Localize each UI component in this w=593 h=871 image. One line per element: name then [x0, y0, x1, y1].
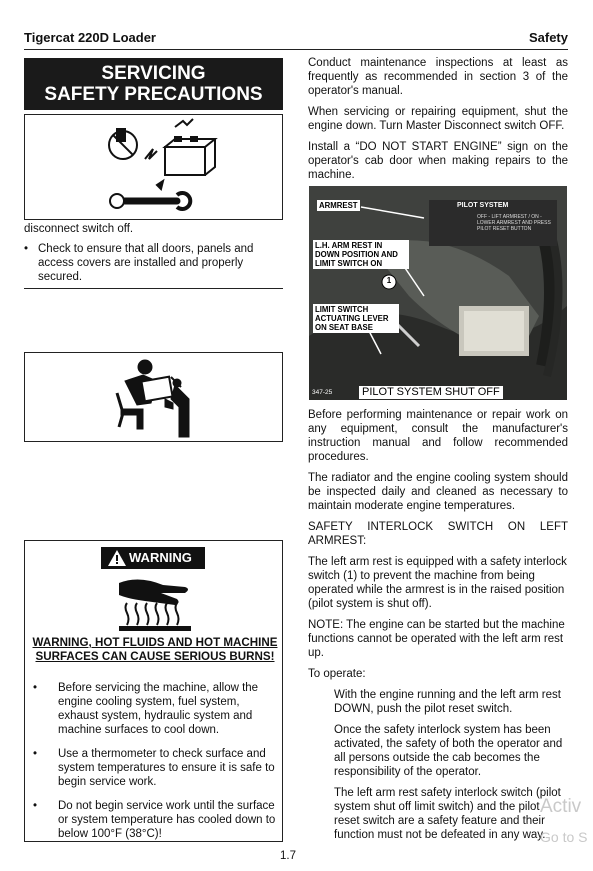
battery-safety-pictogram — [24, 114, 283, 220]
battery-wrench-icon — [25, 115, 282, 219]
armrest-label: ARMREST — [319, 201, 358, 210]
photo-caption: PILOT SYSTEM SHUT OFF — [359, 386, 503, 399]
warning-item-text: Before servicing the machine, allow the engine cooling system, fuel system, exhaust system, hydraulic system and machine surfaces to cool down. — [58, 682, 259, 736]
activation-watermark: Activ — [540, 796, 582, 817]
servicing-title-box — [24, 58, 283, 110]
interlock-heading: SAFETY INTERLOCK SWITCH ON LEFT ARMREST: — [308, 521, 568, 547]
warning-list — [31, 681, 279, 851]
continuation-text: disconnect switch off. — [24, 223, 134, 235]
operator-pictogram — [24, 352, 283, 442]
shutdown-paragraph: When servicing or repairing equipment, shut the engine down. Turn Master Disconnect switch OFF. — [308, 106, 568, 132]
right-column-top — [308, 56, 568, 189]
bullet-marker: • — [24, 243, 29, 255]
inspection-paragraph: Conduct maintenance inspections at least as frequently as recommended in section 3 of the operator's manual. — [308, 57, 568, 97]
decal-title: PILOT SYSTEM — [457, 202, 509, 209]
sign-paragraph: Install a “DO NOT START ENGINE” sign on the operator's cab door when making repairs to the machine. — [308, 141, 568, 181]
title-line-1: SERVICING — [101, 63, 206, 84]
warning-item — [31, 799, 279, 841]
operate-steps — [308, 688, 568, 842]
activation-watermark-sub: Go to S — [540, 829, 588, 845]
check-bullet — [24, 242, 286, 284]
interlock-paragraph: The left arm rest is equipped with a safety interlock switch (1) to prevent the machine from being operated while the armrest is in the raised position (pilot system is shut off). — [308, 556, 567, 610]
operate-step: With the engine running and the left arm rest DOWN, push the pilot reset switch. — [334, 689, 561, 715]
warning-item — [31, 681, 279, 737]
section-divider — [24, 288, 283, 289]
figure-number: 347-25 — [312, 389, 333, 396]
hot-fluids-warning-box — [24, 540, 283, 842]
hot-hand-icon — [115, 573, 195, 633]
radiator-paragraph: The radiator and the engine cooling system should be inspected daily and cleaned as necessary to maintain moderate engine temperatures. — [308, 472, 568, 512]
operate-step: The left arm rest safety interlock switch (pilot system shut off limit switch) and the pilot reset switch are a safety feature and their function must not be defeated in any way. — [334, 787, 561, 841]
limit-switch-label: LIMIT SWITCH ACTUATING LEVER ON SEAT BASE — [313, 304, 399, 333]
check-bullet-text: Check to ensure that all doors, panels and access covers are installed and properly secured. — [38, 243, 254, 283]
manual-paragraph: Before performing maintenance or repair work on any equipment, consult the manufacturer's instruction manual and follow recommended procedures. — [308, 409, 568, 463]
page-number: 1.7 — [280, 850, 296, 862]
bullet-marker: • — [33, 748, 38, 760]
page-header — [24, 30, 568, 50]
manual-title: Tigercat 220D Loader — [24, 30, 156, 45]
right-column-bottom — [308, 408, 568, 849]
callout-number: 1 — [386, 276, 392, 285]
note-paragraph: NOTE: The engine can be started but the machine functions cannot be operated with the left arm rest up. — [308, 619, 565, 659]
pilot-system-photo — [309, 186, 567, 400]
warning-triangle-icon — [107, 549, 127, 567]
warning-badge-label: WARNING — [129, 550, 192, 565]
operator-manual-icon — [25, 353, 282, 441]
warning-item-text: Use a thermometer to check surface and system temperatures to ensure it is safe to begin service work. — [58, 748, 275, 788]
warning-badge — [101, 547, 205, 569]
section-title: Safety — [528, 30, 568, 45]
to-operate-label: To operate: — [308, 668, 366, 680]
bullet-marker: • — [33, 800, 38, 812]
title-line-2: SAFETY PRECAUTIONS — [44, 84, 263, 105]
operate-step: Once the safety interlock system has been activated, the safety of both the operator and all persons outside the cab becomes the responsibility of the operator. — [334, 724, 563, 778]
warning-item — [31, 747, 279, 789]
warning-item-text: Do not begin service work until the surface or system temperature has cooled down to below 100°F (38°C)! — [58, 800, 276, 840]
warning-heading: WARNING, HOT FLUIDS AND HOT MACHINE SURFACES CAN CAUSE SERIOUS BURNS! — [32, 636, 278, 663]
decal-text: OFF - LIFT ARMREST / ON - LOWER ARMREST AND PRESS PILOT RESET BUTTON — [477, 214, 551, 232]
bullet-marker: • — [33, 682, 38, 694]
lh-arm-label: L.H. ARM REST IN DOWN POSITION AND LIMIT SWITCH ON — [313, 240, 409, 269]
